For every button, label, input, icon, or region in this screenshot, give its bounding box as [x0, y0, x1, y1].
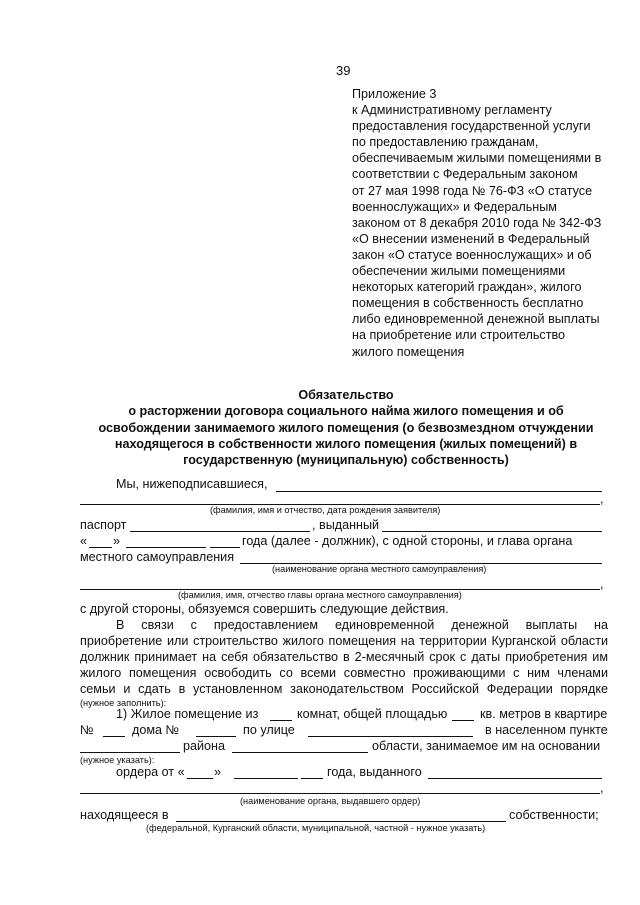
comma: , [600, 492, 604, 506]
appendix-line: закон «О статусе военнослужащих» и об [352, 247, 592, 262]
comma-2: , [600, 577, 604, 591]
appendix-line: некоторых категорий граждан», жилого [352, 280, 582, 295]
title-line: о расторжении договора социального найма жилого помещения и об [128, 404, 564, 419]
appendix-line: либо единовременной денежной выплаты [352, 312, 600, 327]
comma-3: , [600, 781, 604, 795]
hint-local-gov: (наименование органа местного самоуправления) [272, 564, 487, 574]
appendix-line: по предоставлению гражданам, [352, 135, 539, 150]
para-line: жилого помещения освободить со всеми совместно проживающими с ним членами [80, 666, 608, 680]
applicant-name-field[interactable] [276, 491, 602, 492]
order-day-field[interactable] [187, 778, 213, 779]
page-number: 39 [336, 63, 351, 78]
ownership-label: собственности; [509, 808, 599, 822]
settlement-field[interactable] [80, 752, 180, 753]
house-no-label: дома № [132, 723, 180, 737]
appendix-line: законом от 8 декабря 2010 года № 342-ФЗ [352, 215, 602, 230]
appendix-line: предоставления государственной услуги [352, 119, 591, 134]
order-issuer-field-2[interactable] [80, 793, 600, 794]
quote-close-2: » [214, 765, 222, 779]
passport-issued-by-field[interactable] [382, 531, 602, 532]
para-line: В связи с предоставлением единовременной денежной выплаты на [116, 618, 608, 632]
appendix-line: на приобретение или строительство [352, 328, 566, 343]
appendix-line: жилого помещения [352, 344, 465, 359]
para-line: семьи и сдать в установленном законодательством Российской Федерации порядке [80, 682, 608, 696]
order-from-label: ордера от « [116, 765, 185, 779]
appendix-header [352, 86, 622, 360]
month-field[interactable] [126, 547, 206, 548]
hint-org-issued: (наименование органа, выдавшего ордер) [240, 796, 421, 806]
appendix-line: к Административному регламенту [352, 103, 552, 118]
year-issued-text: года, выданного [327, 765, 422, 779]
specify-required-hint: (нужное указать): [80, 755, 155, 765]
title-line: находящегося в собственности жилого помещения (жилых помещений) в [114, 436, 578, 451]
street-field[interactable] [308, 736, 473, 737]
located-in-label: находящееся в [80, 808, 169, 822]
item1-a: 1) Жилое помещение из [116, 707, 259, 721]
passport-number-field[interactable] [130, 531, 310, 532]
title-line: государственную (муниципальную) собственность) [183, 453, 509, 468]
year-field[interactable] [210, 547, 240, 548]
appendix-line: военнослужащих» и Федеральным [352, 199, 557, 214]
hint-ownership: (федеральной, Курганский области, муниципальной, частной - нужное указать) [146, 823, 486, 833]
street-label: по улице [243, 723, 295, 737]
appendix-line: от 27 мая 1998 года № 76-ФЗ «О статусе [352, 183, 593, 198]
district-field[interactable] [232, 752, 368, 753]
rooms-field[interactable] [270, 720, 292, 721]
order-year-field[interactable] [301, 778, 323, 779]
issued-label: , выданный [312, 518, 380, 532]
order-issuer-field[interactable] [428, 778, 602, 779]
appendix-line: Приложение 3 [352, 87, 437, 101]
quote-open: « [80, 534, 88, 548]
area-field[interactable] [452, 720, 474, 721]
order-month-field[interactable] [234, 778, 298, 779]
district-label: района [183, 739, 226, 753]
hint-head-name: (фамилия, имя, отчество главы органа местного самоуправления) [178, 590, 462, 600]
para-line: должник принимает на себя обязательство в 2-месячный срок с даты приобретения им [80, 650, 608, 664]
appendix-line: обеспечиваемым жилыми помещениями в [352, 151, 602, 166]
quote-close: » [113, 534, 121, 548]
item1-c: кв. метров в квартире [480, 707, 608, 721]
region-occupied-text: области, занимаемое им на основании [372, 739, 601, 753]
no-sign: № [80, 723, 94, 737]
appendix-line: соответствии с Федеральным законом [352, 167, 578, 182]
house-field[interactable] [196, 736, 236, 737]
appendix-line: «О внесении изменений в Федеральный [352, 231, 590, 246]
apartment-field[interactable] [103, 736, 125, 737]
other-party-text: с другой стороны, обязуемся совершить следующие действия. [80, 602, 449, 616]
appendix-line: помещения в собственность бесплатно [352, 296, 584, 311]
ownership-type-field[interactable] [176, 821, 506, 822]
appendix-line: обеспечении жилыми помещениями [352, 264, 566, 279]
para-line: приобретение или строительство жилого помещения на территории Курганской области [80, 634, 608, 648]
we-undersigned-label: Мы, нижеподписавшиеся, [116, 477, 268, 491]
local-gov-head-label: местного самоуправления [80, 550, 235, 564]
year-debtor-text: года (далее - должник), с одной стороны, и глава органа [242, 534, 573, 548]
document-title [80, 387, 612, 468]
title-line: освобождении занимаемого жилого помещения (о безвозмездном отчуждении [98, 420, 594, 435]
fill-required-hint: (нужное заполнить): [80, 698, 167, 708]
day-field[interactable] [89, 547, 112, 548]
title-line: Обязательство [298, 388, 394, 402]
passport-label: паспорт [80, 518, 127, 532]
hint-applicant: (фамилия, имя и отчество, дата рождения заявителя) [210, 505, 441, 515]
in-settlement-label: в населенном пункте [485, 723, 608, 737]
item1-b: комнат, общей площадью [297, 707, 448, 721]
